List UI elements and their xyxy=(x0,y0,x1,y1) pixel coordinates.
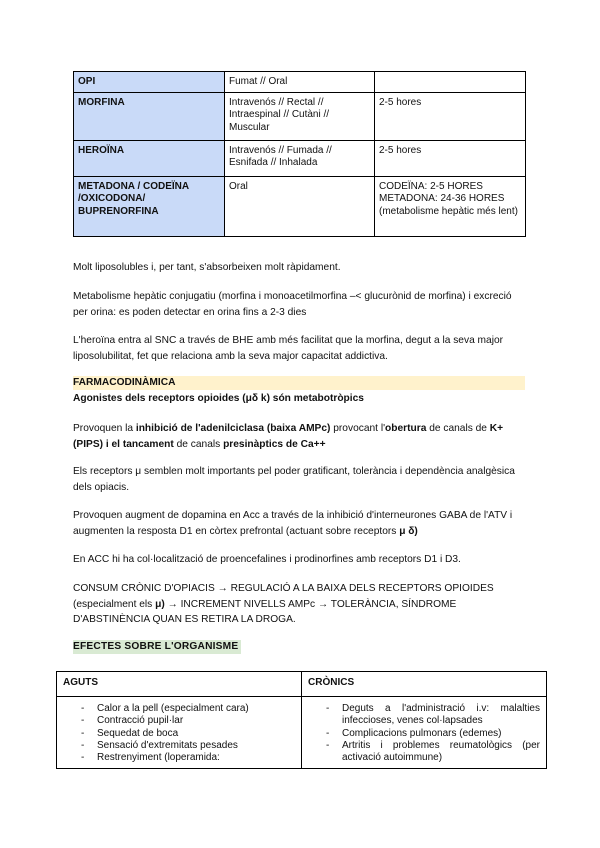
list-item: - Contracció pupil·lar xyxy=(61,715,295,727)
table-row xyxy=(74,140,526,176)
drug-name-cell: MORFINA xyxy=(74,92,225,140)
paragraph-mechanism: Provoquen la inhibició de l'adenilciclasa (baixa AMPc) provocant l'obertura de canals de K+(PIPS) i el tancament de canals presinàptics de Ca++ xyxy=(73,423,504,450)
aguts-cell xyxy=(57,697,302,769)
list-item: - Sequedat de boca xyxy=(61,728,295,740)
route-cell: Intravenós // Rectal // Intraespinal // Cutàni // Muscular xyxy=(225,92,375,140)
aguts-header: AGUTS xyxy=(57,672,302,697)
drug-name-cell: METADONA / CODEÏNA /OXICODONA/ BUPRENORFINA xyxy=(74,176,225,236)
section-heading-farmacodinamica: FARMACODINÀMICA xyxy=(73,376,525,390)
table-header-row xyxy=(57,672,547,697)
paragraph-acc: En ACC hi ha col·localització de proencefalines i prodinorfines amb receptors D1 i D3. xyxy=(73,554,461,565)
table-row xyxy=(74,176,526,236)
table-row xyxy=(57,697,547,769)
paragraph-chronic: CONSUM CRÒNIC D'OPIACIS → REGULACIÓ A LA BAIXA DELS RECEPTORS OPIOIDES (especialment els μ) → INCREMENT NIVELLS AMPc → TOLERÀNCIA, SÍNDROME D'ABSTINÈNCIA QUAN ES RETIRA LA DROGA. xyxy=(73,583,494,625)
list-item: - Complicacions pulmonars (edemes) xyxy=(306,728,540,740)
duration-cell: 2-5 hores xyxy=(375,92,526,140)
list-item: - Restrenyiment (loperamida: xyxy=(61,752,295,764)
duration-cell: CODEÏNA: 2-5 HORES METADONA: 24-36 HORES (metabolisme hepàtic més lent) xyxy=(375,176,526,236)
table-row xyxy=(74,92,526,140)
list-item: - Deguts a l'administració i.v: malalties infeccioses, venes col·lapsades xyxy=(306,703,540,728)
route-cell: Oral xyxy=(225,176,375,236)
pharmacokinetics-table xyxy=(73,71,526,237)
paragraph-mu-receptors: Els receptors μ semblen molt importants pel poder gratificant, tolerància i dependència analgèsica dels opiacis. xyxy=(73,466,515,493)
drug-name-cell: HEROÏNA xyxy=(74,140,225,176)
paragraph-metabolism: Metabolisme hepàtic conjugatiu (morfina i monoacetilmorfina –< glucurònid de morfina) i excreció per orina: es poden detectar en orina fins a 2-3 dies xyxy=(73,291,512,318)
list-item: - Sensació d'extremitats pesades xyxy=(61,740,295,752)
cronics-list xyxy=(306,703,540,764)
route-cell: Fumat // Oral xyxy=(225,72,375,93)
drug-name-cell: OPI xyxy=(74,72,225,93)
paragraph-absorption: Molt liposolubles i, per tant, s'absorbeixen molt ràpidament. xyxy=(73,262,341,273)
table-row xyxy=(74,72,526,93)
list-item: - Calor a la pell (especialment cara) xyxy=(61,703,295,715)
cronics-cell xyxy=(302,697,547,769)
cronics-header: CRÒNICS xyxy=(302,672,547,697)
duration-cell xyxy=(375,72,526,93)
paragraph-heroin: L'heroïna entra al SNC a través de BHE amb més facilitat que la morfina, degut a la seva major liposolubilitat, fet que relaciona amb la seva major capacitat addictiva. xyxy=(73,335,504,362)
paragraph-dopamine: Provoquen augment de dopamina en Acc a través de la inhibició d'interneurones GABA de l'ATV i augmenten la resposta D1 en còrtex prefrontal (actuant sobre receptors μ δ) xyxy=(73,510,513,537)
section-subheading: Agonistes dels receptors opioides (μδ k) són metabotròpics xyxy=(73,393,364,404)
list-item: - Artritis i problemes reumatològics (per activació autoimmune) xyxy=(306,740,540,765)
duration-cell: 2-5 hores xyxy=(375,140,526,176)
effects-table xyxy=(56,671,547,769)
route-cell: Intravenós // Fumada // Esnifada // Inhalada xyxy=(225,140,375,176)
aguts-list xyxy=(61,703,295,764)
section-heading-efectes: EFECTES SOBRE L'ORGANISME xyxy=(73,640,241,654)
